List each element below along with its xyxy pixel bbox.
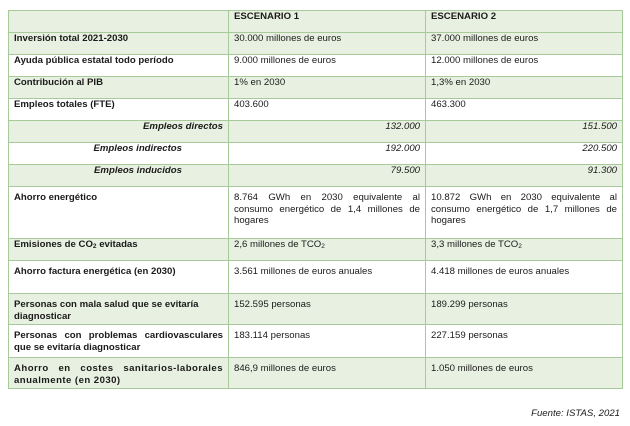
- row-label: Personas con problemas cardiovasculares que se evitaría diagnosticar: [9, 325, 229, 358]
- row-value-escenario-2: 1.050 millones de euros: [426, 358, 623, 389]
- table-row: [9, 239, 623, 261]
- row-value-escenario-2: 220.500: [426, 143, 623, 165]
- table-row: [9, 358, 623, 389]
- row-value-escenario-2: 12.000 millones de euros: [426, 55, 623, 77]
- table-row: [9, 325, 623, 358]
- row-value-escenario-2: 1,3% en 2030: [426, 77, 623, 99]
- row-value-escenario-1: 30.000 millones de euros: [229, 33, 426, 55]
- header-escenario-1: ESCENARIO 1: [229, 11, 426, 33]
- row-label: Ahorro en costes sanitarios-laborales anualmente (en 2030): [9, 358, 229, 389]
- row-value-escenario-2: 463.300: [426, 99, 623, 121]
- row-label: Personas con mala salud que se evitaría diagnosticar: [9, 294, 229, 325]
- row-value-escenario-1: 846,9 millones de euros: [229, 358, 426, 389]
- table-row: [9, 165, 623, 187]
- row-label: Empleos inducidos: [9, 165, 229, 187]
- row-value-escenario-1: 8.764 GWh en 2030 equivalente al consumo energético de 1,4 millones de hogares: [229, 187, 426, 239]
- table-row: [9, 121, 623, 143]
- row-value-escenario-1: 79.500: [229, 165, 426, 187]
- row-label: Ahorro energético: [9, 187, 229, 239]
- row-value-escenario-1: 9.000 millones de euros: [229, 55, 426, 77]
- row-value-escenario-2: 10.872 GWh en 2030 equivalente al consumo energético de 1,7 millones de hogares: [426, 187, 623, 239]
- table-row: [9, 77, 623, 99]
- table-row: [9, 33, 623, 55]
- source-note: Fuente: ISTAS, 2021: [531, 408, 620, 419]
- row-value-escenario-2: 189.299 personas: [426, 294, 623, 325]
- header-row: [9, 11, 623, 33]
- row-label: Inversión total 2021-2030: [9, 33, 229, 55]
- row-value-escenario-1: 192.000: [229, 143, 426, 165]
- row-label: Ahorro factura energética (en 2030): [9, 261, 229, 294]
- row-label: Contribución al PIB: [9, 77, 229, 99]
- table-row: [9, 261, 623, 294]
- row-value-escenario-1: 152.595 personas: [229, 294, 426, 325]
- row-label: Ayuda pública estatal todo período: [9, 55, 229, 77]
- row-value-escenario-1: 3.561 millones de euros anuales: [229, 261, 426, 294]
- row-value-escenario-2: 3,3 millones de $TCO_2$: [426, 239, 623, 261]
- row-value-escenario-1: 2,6 millones de $TCO_2$: [229, 239, 426, 261]
- row-value-escenario-1: 132.000: [229, 121, 426, 143]
- header-escenario-2: ESCENARIO 2: [426, 11, 623, 33]
- table-row: [9, 187, 623, 239]
- row-label: Empleos directos: [9, 121, 229, 143]
- row-value-escenario-2: 4.418 millones de euros anuales: [426, 261, 623, 294]
- row-value-escenario-2: 227.159 personas: [426, 325, 623, 358]
- table-row: [9, 55, 623, 77]
- row-value-escenario-2: 91.300: [426, 165, 623, 187]
- header-cell-empty: [9, 11, 229, 33]
- row-value-escenario-2: 37.000 millones de euros: [426, 33, 623, 55]
- row-value-escenario-1: 403.600: [229, 99, 426, 121]
- row-value-escenario-2: 151.500: [426, 121, 623, 143]
- scenario-comparison-table: [8, 10, 623, 389]
- row-value-escenario-1: 1% en 2030: [229, 77, 426, 99]
- table-row: [9, 143, 623, 165]
- row-label: Empleos totales (FTE): [9, 99, 229, 121]
- row-label: Emisiones de $CO_2$ evitadas: [9, 239, 229, 261]
- table-row: [9, 294, 623, 325]
- row-value-escenario-1: 183.114 personas: [229, 325, 426, 358]
- table-row: [9, 99, 623, 121]
- row-label: Empleos indirectos: [9, 143, 229, 165]
